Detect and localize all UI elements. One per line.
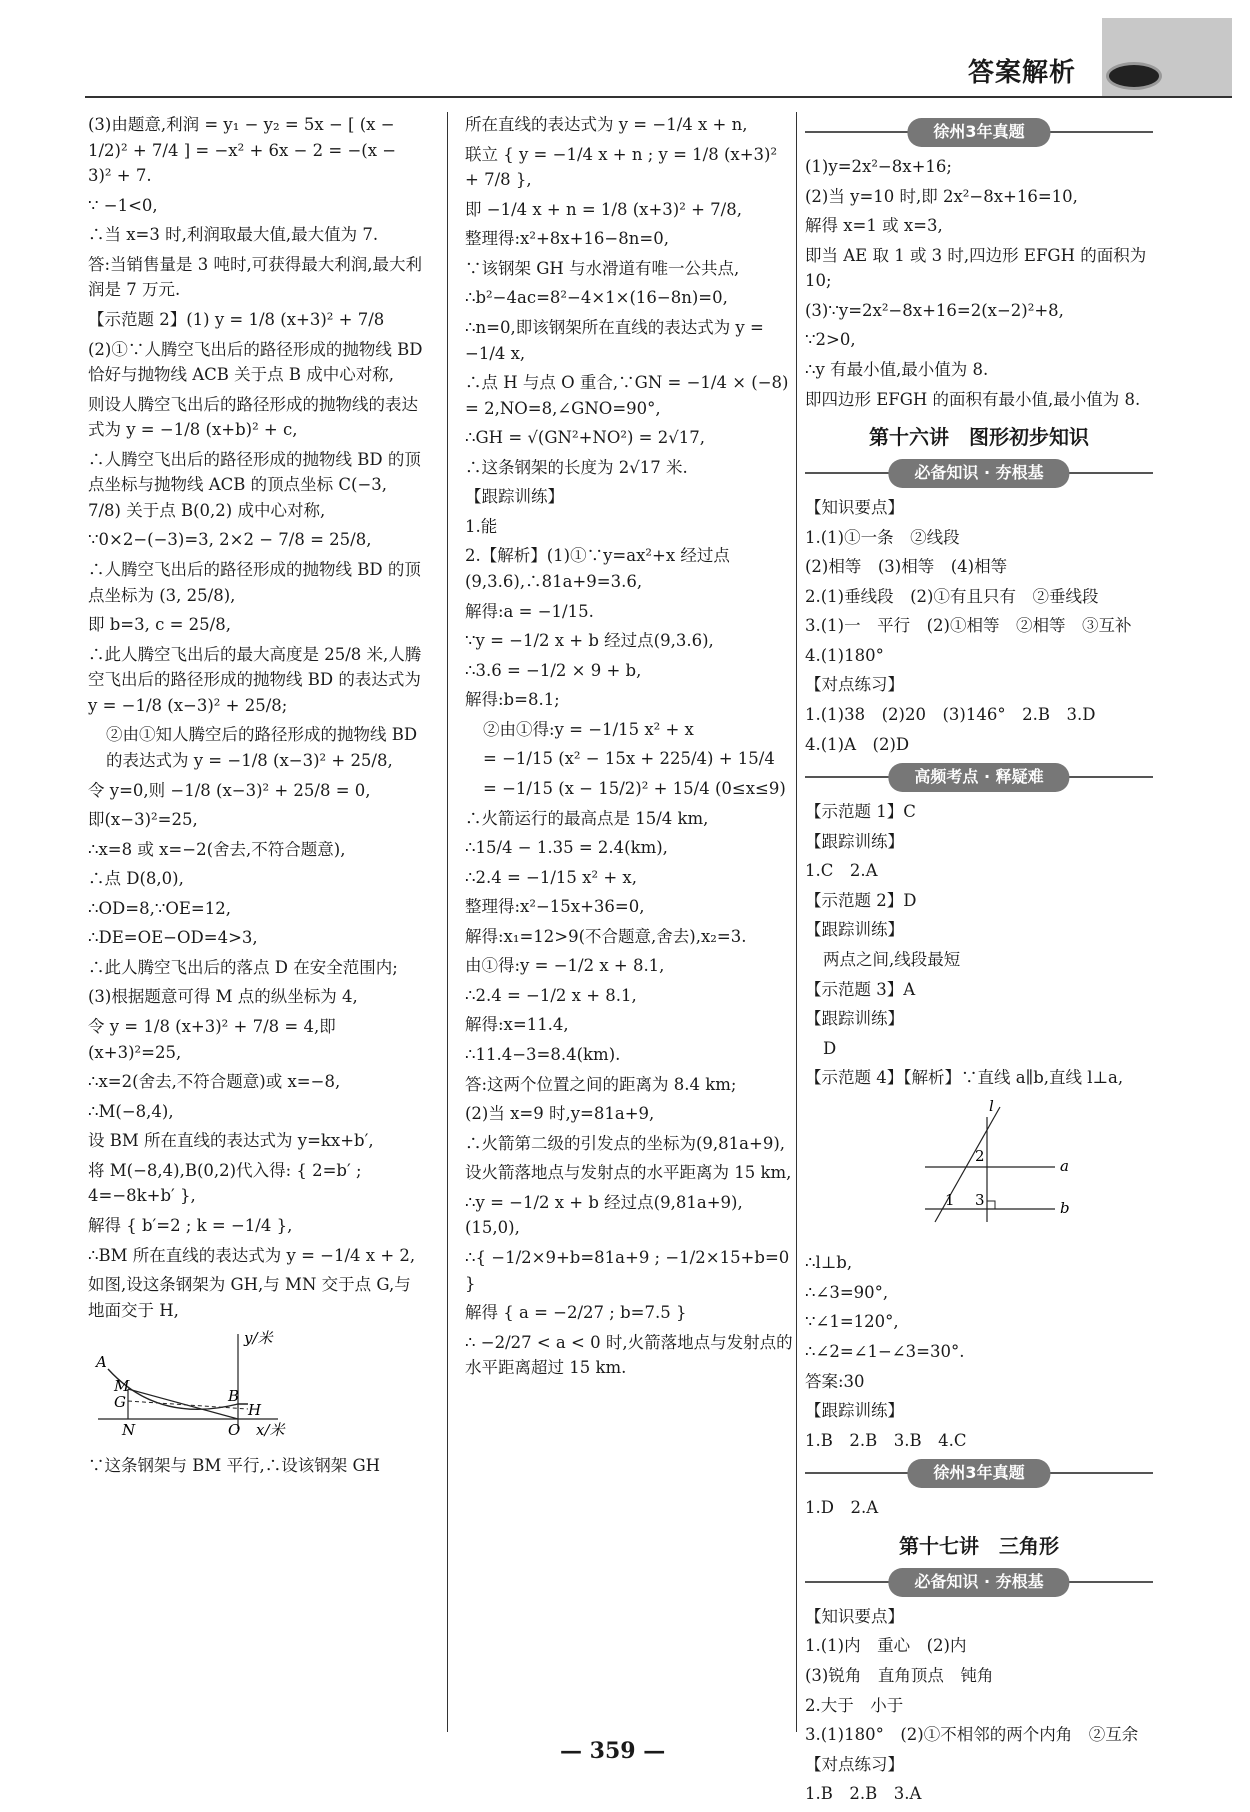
text-line: 由①得:y = −1/2 x + 8.1,: [465, 956, 665, 976]
right-angle-mark: [987, 1201, 995, 1209]
text-line: 3.(1)一 平行 (2)①相等 ②相等 ③互补: [805, 616, 1132, 636]
angle-3-label: 3: [975, 1190, 985, 1209]
text-line: ∵ −1<0,: [88, 195, 158, 215]
text-line: 1.C 2.A: [805, 861, 878, 881]
page-number: — 359 —: [560, 1738, 666, 1764]
text-line: ∴点 H 与点 O 重合,∵GN = −1/4 × (−8) = 2,NO=8,∠GNO=90°,: [465, 373, 789, 418]
text-line: ∴y = −1/2 x + b 经过点(9,81a+9),(15,0),: [465, 1192, 743, 1238]
text-line: ∴人腾空飞出后的路径形成的抛物线 BD 的顶点坐标与抛物线 ACB 的顶点坐标 C(−3, 7/8) 关于点 B(0,2) 成中心对称,: [88, 449, 421, 520]
text-line: ∴此人腾空飞出后的最大高度是 25/8 米,人腾空飞出后的路径形成的抛物线 BD 的表达式为 y = −1/8 (x−3)² + 25/8;: [88, 644, 422, 715]
column-divider: [447, 112, 448, 1732]
text-line: 所在直线的表达式为 y = −1/4 x + n,: [465, 115, 748, 134]
text-line: ∴人腾空飞出后的路径形成的抛物线 BD 的顶点坐标为 (3, 25/8),: [88, 560, 421, 605]
section-band: [805, 459, 1153, 487]
label-h: H: [248, 1401, 262, 1420]
text-line: 解得:a = −1/15.: [465, 601, 594, 621]
text-line: 答:当销售量是 3 吨时,可获得最大利润,最大利润是 7 万元.: [88, 254, 423, 300]
text-line: 两点之间,线段最短: [823, 949, 961, 969]
text-line: 解得:b=8.1;: [465, 690, 560, 710]
text-line: ∴火箭第二级的引发点的坐标为(9,81a+9),: [465, 1133, 786, 1153]
text-line: 【跟踪训练】: [805, 1401, 904, 1421]
lecture-heading: 第十六讲 图形初步知识: [869, 425, 1089, 450]
parallel-lines-figure: [905, 1097, 1075, 1237]
text-line: (2)相等 (3)相等 (4)相等: [805, 557, 1008, 577]
text-line: 【示范题 1】C: [805, 802, 916, 822]
text-line: ∴2.4 = −1/2 x + 8.1,: [465, 985, 637, 1005]
label-x-axis: x/米: [256, 1421, 285, 1440]
text-line: ∴∠3=90°,: [805, 1282, 889, 1302]
text-line: 即(x−3)²=25,: [88, 810, 198, 830]
label-b: B: [228, 1387, 240, 1406]
label-o: O: [228, 1421, 241, 1440]
text-line: ②由①知人腾空后的路径形成的抛物线 BD 的表达式为 y = −1/8 (x−3)² + 25/8,: [106, 725, 418, 770]
text-line: 2.【解析】(1)①∵y=ax²+x 经过点(9,3.6),∴81a+9=3.6,: [465, 546, 730, 591]
text-line: 解得:x=11.4,: [465, 1015, 569, 1035]
column-right: [805, 112, 1153, 1811]
text-line: 则设人腾空飞出后的路径形成的抛物线的表达式为 y = −1/8 (x+b)² + c,: [88, 394, 418, 440]
text-line: (3)根据题意可得 M 点的纵坐标为 4,: [88, 987, 358, 1007]
text-line: 如图,设这条钢架为 GH,与 MN 交于点 G,与地面交于 H,: [88, 1275, 411, 1320]
label-a: A: [96, 1353, 107, 1372]
text-line: = −1/15 (x − 15/2)² + 15/4 (0≤x≤9): [483, 778, 786, 798]
text-line: (2)当 x=9 时,y=81a+9,: [465, 1104, 655, 1124]
bm-line: [128, 1389, 238, 1419]
text-line: 【示范题 4】【解析】∵直线 a∥b,直线 l⊥a,: [805, 1068, 1124, 1088]
text-line: ∴b²−4ac=8²−4×1×(16−8n)=0,: [465, 288, 728, 308]
column-left: [88, 112, 424, 1482]
text-line: ∴∠2=∠1−∠3=30°.: [805, 1342, 965, 1361]
column-middle: [465, 112, 793, 1385]
text-line: 【知识要点】: [805, 1606, 904, 1626]
text-line: 1.B 2.B 3.B 4.C: [805, 1430, 967, 1450]
parabola-figure: [88, 1329, 288, 1439]
band-label: 徐州3年真题: [907, 1459, 1050, 1488]
text-line: 即四边形 EFGH 的面积有最小值,最小值为 8.: [805, 389, 1141, 409]
text-line: = −1/15 (x² − 15x + 225/4) + 15/4: [483, 749, 775, 769]
text-line: 2.(1)垂线段 (2)①有且只有 ②垂线段: [805, 586, 1099, 606]
text-line: 解得 { a = −2/27 ; b=7.5 }: [465, 1303, 687, 1323]
text-line: 【跟踪训练】: [465, 487, 564, 507]
label-n: N: [122, 1421, 136, 1440]
section-band: [805, 1459, 1153, 1487]
section-band: [805, 763, 1153, 791]
text-line: 整理得:x²+8x+16−8n=0,: [465, 229, 669, 249]
text-line: 设 BM 所在直线的表达式为 y=kx+b′,: [88, 1131, 374, 1151]
lecture-heading: 第十七讲 三角形: [899, 1533, 1059, 1558]
text-line: ∴OD=8,∵OE=12,: [88, 898, 231, 918]
header-rule: [85, 96, 1232, 98]
band-label: 徐州3年真题: [907, 118, 1050, 147]
text-line: 3.(1)180° (2)①不相邻的两个内角 ②互余: [805, 1725, 1139, 1745]
text-line: ∴当 x=3 时,利润取最大值,最大值为 7.: [88, 225, 379, 245]
text-line: ∴3.6 = −1/2 × 9 + b,: [465, 660, 642, 680]
label-b: b: [1060, 1198, 1070, 1217]
text-line: 即 −1/4 x + n = 1/8 (x+3)² + 7/8,: [465, 199, 742, 219]
text-line: 1.能: [465, 516, 498, 536]
text-line: ∴n=0,即该钢架所在直线的表达式为 y = −1/4 x,: [465, 317, 764, 363]
angle-2-label: 2: [975, 1146, 985, 1165]
column-divider: [796, 112, 797, 1732]
text-line: 【对点练习】: [805, 675, 904, 695]
text-line: ∴l⊥b,: [805, 1253, 853, 1273]
text-line: 答案:30: [805, 1371, 865, 1391]
text-line: 4.(1)180°: [805, 645, 884, 665]
text-line: ∴GH = √(GN²+NO²) = 2√17,: [465, 428, 705, 448]
section-band: [805, 1568, 1153, 1596]
text-line: 【跟踪训练】: [805, 920, 904, 940]
text-line: ∴BM 所在直线的表达式为 y = −1/4 x + 2,: [88, 1245, 416, 1265]
text-line: 解得 x=1 或 x=3,: [805, 216, 943, 236]
text-line: (3)锐角 直角顶点 钝角: [805, 1665, 994, 1685]
text-line: ∵该钢架 GH 与水滑道有唯一公共点,: [465, 258, 740, 278]
text-line: ∴ −2/27 < a < 0 时,火箭落地点与发射点的水平距离超过 15 km.: [465, 1332, 793, 1378]
text-line: (1)y=2x²−8x+16;: [805, 157, 952, 176]
text-line: 【知识要点】: [805, 498, 904, 518]
text-line: 1.(1)38 (2)20 (3)146° 2.B 3.D: [805, 705, 1096, 724]
text-line: 【跟踪训练】: [805, 831, 904, 851]
text-line: 令 y = 1/8 (x+3)² + 7/8 = 4,即(x+3)²=25,: [88, 1017, 336, 1062]
text-line: 解得:x₁=12>9(不合题意,舍去),x₂=3.: [465, 926, 747, 946]
band-label: 必备知识 · 夯根基: [888, 1568, 1069, 1597]
text-line: 1.(1)内 重心 (2)内: [805, 1636, 967, 1656]
text-line: ∵2>0,: [805, 330, 856, 350]
text-line: 【对点练习】: [805, 1754, 904, 1774]
text-line: 1.(1)①一条 ②线段: [805, 527, 960, 547]
text-line: ∴此人腾空飞出后的落点 D 在安全范围内;: [88, 957, 398, 977]
text-line: 整理得:x²−15x+36=0,: [465, 897, 645, 917]
text-line: 解得 { b′=2 ; k = −1/4 },: [88, 1215, 293, 1235]
text-line: ∴15/4 − 1.35 = 2.4(km),: [465, 838, 668, 858]
band-label: 必备知识 · 夯根基: [888, 459, 1069, 488]
text-line: D: [823, 1038, 837, 1058]
text-line: 将 M(−8,4),B(0,2)代入得: { 2=b′ ; 4=−8k+b′ },: [88, 1160, 362, 1206]
text-line: ∴点 D(8,0),: [88, 869, 184, 889]
figure-container: [88, 1329, 424, 1447]
text-line: ∴11.4−3=8.4(km).: [465, 1045, 621, 1064]
text-line: 即 b=3, c = 25/8,: [88, 615, 231, 635]
text-line: ∴2.4 = −1/15 x² + x,: [465, 867, 637, 887]
figure-container: [805, 1097, 1153, 1245]
text-line: 令 y=0,则 −1/8 (x−3)² + 25/8 = 0,: [88, 780, 371, 800]
text-line: ∵∠1=120°,: [805, 1312, 899, 1332]
page-header-title: 答案解析: [968, 58, 1077, 88]
text-line: ∴M(−8,4),: [88, 1101, 174, 1121]
text-line: ∴x=8 或 x=−2(舍去,不符合题意),: [88, 839, 346, 859]
text-line: (3)由题意,利润 = y₁ − y₂ = 5x − [ (x − 1/2)² + 7/4 ] = −x² + 6x − 2 = −(x − 3)² + 7.: [88, 115, 397, 186]
section-band: [805, 118, 1153, 146]
label-g: G: [114, 1393, 126, 1412]
text-line: ②由①得:y = −1/15 x² + x: [483, 719, 694, 739]
text-line: 联立 { y = −1/4 x + n ; y = 1/8 (x+3)² + 7/8 },: [465, 144, 778, 190]
text-line: (2)当 y=10 时,即 2x²−8x+16=10,: [805, 186, 1078, 206]
text-line: 1.B 2.B 3.A: [805, 1784, 922, 1804]
text-line: 4.(1)A (2)D: [805, 734, 910, 754]
text-line: ∴{ −1/2×9+b=81a+9 ; −1/2×15+b=0 }: [465, 1247, 790, 1293]
text-line: 【跟踪训练】: [805, 1009, 904, 1029]
text-line: (3)∵y=2x²−8x+16=2(x−2)²+8,: [805, 300, 1064, 320]
text-line: ∴x=2(舍去,不符合题意)或 x=−8,: [88, 1072, 341, 1092]
text-line: 2.大于 小于: [805, 1695, 904, 1715]
label-l: l: [989, 1096, 994, 1115]
text-line: ∵这条钢架与 BM 平行,∴设该钢架 GH: [88, 1455, 381, 1475]
text-line: ∵0×2−(−3)=3, 2×2 − 7/8 = 25/8,: [88, 530, 372, 550]
eye-logo-icon: [1106, 62, 1162, 90]
text-line: ∴y 有最小值,最小值为 8.: [805, 359, 989, 379]
text-line: 【示范题 2】(1) y = 1/8 (x+3)² + 7/8: [88, 309, 385, 329]
label-a: a: [1060, 1156, 1069, 1175]
text-line: 【示范题 3】A: [805, 979, 916, 999]
text-line: 【示范题 2】D: [805, 890, 917, 910]
text-line: 1.D 2.A: [805, 1498, 879, 1518]
text-line: ∴这条钢架的长度为 2√17 米.: [465, 457, 688, 477]
angle-1-label: 1: [945, 1190, 955, 1209]
text-line: ∴火箭运行的最高点是 15/4 km,: [465, 808, 709, 828]
text-line: 设火箭落地点与发射点的水平距离为 15 km,: [465, 1163, 792, 1183]
band-label: 高频考点 · 释疑难: [888, 763, 1069, 792]
label-m: M: [114, 1377, 130, 1396]
label-y-axis: y/米: [244, 1329, 273, 1348]
text-line: (2)①∵人腾空飞出后的路径形成的抛物线 BD 恰好与抛物线 ACB 关于点 B 成中心对称,: [88, 339, 423, 385]
text-line: ∴DE=OE−OD=4>3,: [88, 928, 258, 948]
text-line: 即当 AE 取 1 或 3 时,四边形 EFGH 的面积为 10;: [805, 245, 1147, 291]
text-line: 答:这两个位置之间的距离为 8.4 km;: [465, 1074, 737, 1094]
text-line: ∵y = −1/2 x + b 经过点(9,3.6),: [465, 631, 714, 651]
